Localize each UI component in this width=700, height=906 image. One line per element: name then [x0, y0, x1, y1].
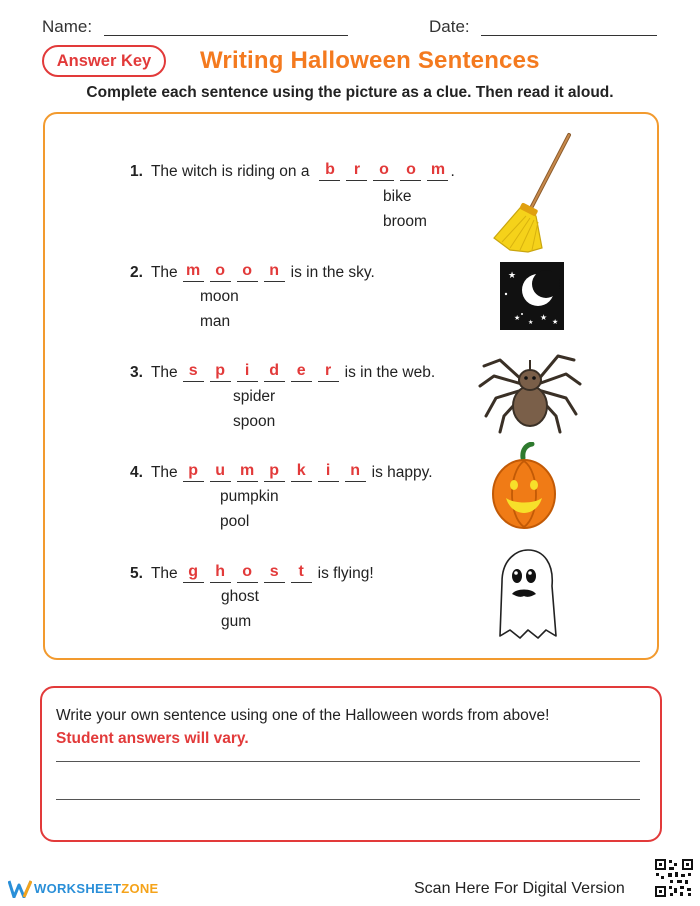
answer-key-badge: Answer Key: [42, 45, 166, 77]
answer-blank[interactable]: p: [210, 362, 231, 382]
qr-code-icon[interactable]: [654, 858, 694, 898]
option-word: man: [200, 313, 231, 330]
option-word: ghost: [221, 588, 259, 605]
answer-blank[interactable]: d: [264, 362, 285, 382]
option-word: broom: [383, 213, 427, 230]
answer-blank[interactable]: o: [400, 161, 421, 181]
question-5: [130, 563, 374, 583]
answer-blank[interactable]: o: [210, 262, 231, 282]
answer-blank[interactable]: s: [264, 563, 285, 583]
sentence-end: is in the web.: [344, 364, 436, 381]
answer-blank[interactable]: n: [345, 462, 366, 482]
answer-blank[interactable]: o: [237, 563, 258, 583]
svg-text:★: ★: [540, 313, 548, 322]
sentence-start: The: [150, 364, 178, 381]
brand-name: WORKSHEET: [34, 881, 122, 896]
answer-blank[interactable]: i: [318, 462, 339, 482]
answer-blank[interactable]: p: [183, 462, 204, 482]
worksheet-title: Writing Halloween Sentences: [200, 47, 540, 74]
question-number: 4.: [130, 464, 143, 481]
writing-line[interactable]: [56, 799, 640, 800]
answer-blank[interactable]: m: [183, 262, 204, 282]
option-word: spider: [233, 388, 276, 405]
question-number: 3.: [130, 364, 143, 381]
sentence-start: The: [150, 264, 178, 281]
svg-text:★: ★: [508, 271, 517, 281]
sentence-end: .: [450, 163, 455, 180]
answer-blank[interactable]: k: [291, 462, 312, 482]
option-word: spoon: [233, 413, 276, 430]
pumpkin-icon: [490, 442, 558, 530]
option-word: gum: [221, 613, 252, 630]
answer-blank[interactable]: b: [319, 161, 340, 181]
moon-icon: [500, 262, 564, 330]
sentence-start: The: [150, 565, 178, 582]
answer-blank[interactable]: h: [210, 563, 231, 583]
answer-blank[interactable]: i: [237, 362, 258, 382]
question-3: [130, 362, 435, 382]
sentence-start: The: [150, 464, 178, 481]
spider-icon: [478, 340, 582, 434]
question-4: [130, 462, 433, 482]
instructions: Complete each sentence using the picture as a clue. Then read it aloud.: [86, 84, 614, 101]
answer-blank[interactable]: m: [427, 161, 448, 181]
brand-name-accent: ZONE: [121, 881, 159, 896]
option-word: moon: [200, 288, 239, 305]
answer-blank[interactable]: g: [183, 563, 204, 583]
writing-line[interactable]: [56, 761, 640, 762]
answer-blank[interactable]: r: [318, 362, 339, 382]
answer-blank[interactable]: u: [210, 462, 231, 482]
question-number: 1.: [130, 163, 143, 180]
option-word: bike: [383, 188, 412, 205]
svg-text:★: ★: [528, 319, 534, 326]
writing-prompt: Write your own sentence using one of the Halloween words from above!: [56, 707, 550, 724]
answer-blank[interactable]: o: [373, 161, 394, 181]
question-number: 2.: [130, 264, 143, 281]
name-label: Name:: [42, 17, 93, 36]
date-field[interactable]: [481, 35, 657, 36]
sentence-start: The witch is riding on a: [150, 163, 310, 180]
question-2: [130, 262, 375, 282]
answer-blank[interactable]: o: [237, 262, 258, 282]
svg-text:★: ★: [552, 318, 559, 326]
option-word: pumpkin: [220, 488, 279, 505]
answer-blank[interactable]: t: [291, 563, 312, 583]
answer-blank[interactable]: s: [183, 362, 204, 382]
worksheetzone-logo-icon: [8, 880, 32, 898]
svg-text:★: ★: [514, 314, 521, 322]
broom-icon: [490, 132, 574, 254]
name-field[interactable]: [104, 35, 348, 36]
date-label: Date:: [429, 17, 470, 36]
ghost-icon: [488, 548, 562, 642]
writing-answer: Student answers will vary.: [56, 730, 249, 747]
sentence-end: is happy.: [371, 464, 433, 481]
brand-logo: [34, 881, 159, 896]
sentence-end: is flying!: [317, 565, 374, 582]
sentence-end: is in the sky.: [290, 264, 375, 281]
scan-text: Scan Here For Digital Version: [414, 880, 625, 897]
answer-blank[interactable]: m: [237, 462, 258, 482]
answer-blank[interactable]: p: [264, 462, 285, 482]
question-number: 5.: [130, 565, 143, 582]
answer-blank[interactable]: e: [291, 362, 312, 382]
answer-blank[interactable]: n: [264, 262, 285, 282]
option-word: pool: [220, 513, 250, 530]
question-1: [130, 161, 455, 181]
answer-blank[interactable]: r: [346, 161, 367, 181]
